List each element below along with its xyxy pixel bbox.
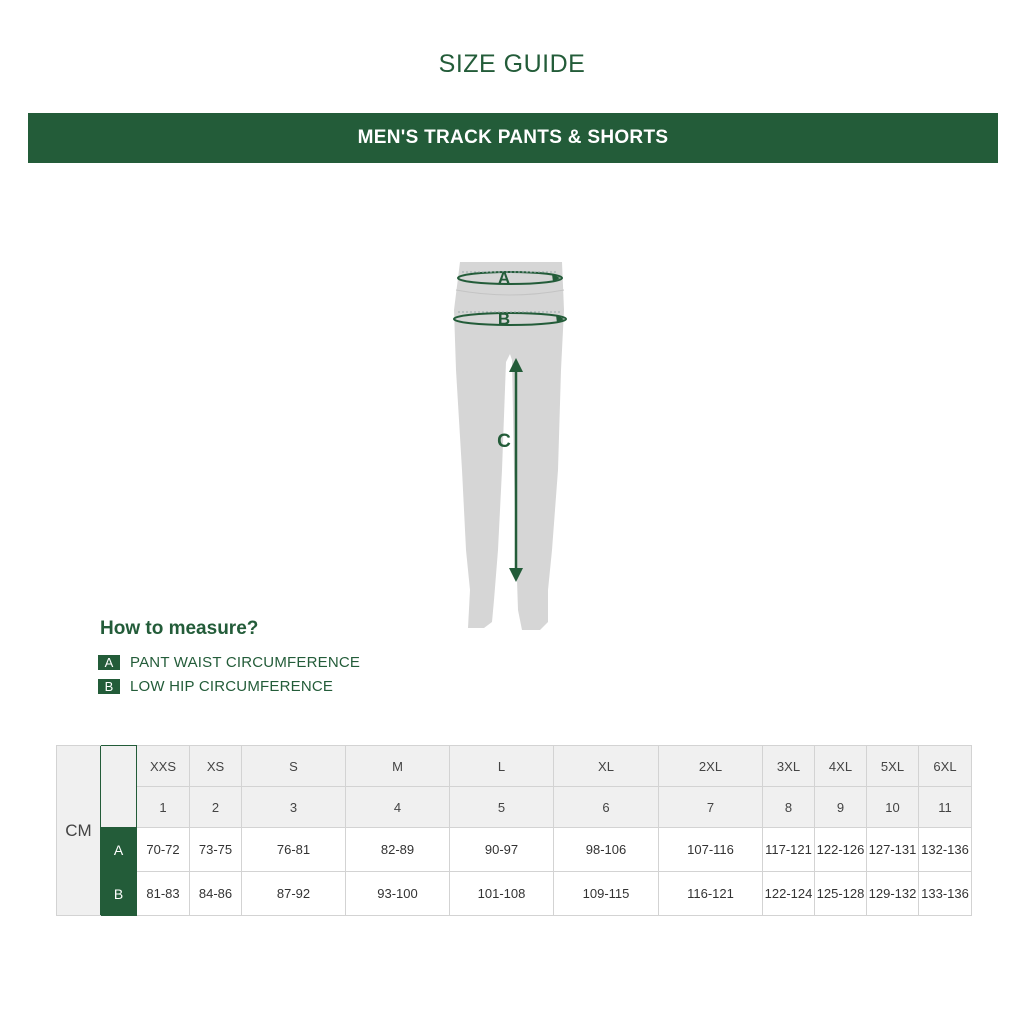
size-number: 1 (137, 787, 190, 828)
size-label: 6XL (919, 746, 972, 787)
size-number: 3 (242, 787, 346, 828)
size-label: XS (190, 746, 242, 787)
table-cell: 132-136 (919, 828, 972, 872)
table-cell: 122-124 (763, 872, 815, 916)
category-banner: MEN'S TRACK PANTS & SHORTS (28, 113, 998, 163)
table-row-a (57, 828, 972, 872)
table-cell: 101-108 (450, 872, 554, 916)
size-number: 5 (450, 787, 554, 828)
marker-b: B (497, 309, 511, 329)
pants-illustration (440, 250, 590, 640)
how-to-measure-heading: How to measure? (100, 618, 259, 639)
table-cell: 87-92 (242, 872, 346, 916)
legend-item-b (98, 678, 333, 695)
marker-a: A (497, 268, 511, 288)
table-cell: 70-72 (137, 828, 190, 872)
page-title: SIZE GUIDE (438, 50, 586, 78)
table-cell: 84-86 (190, 872, 242, 916)
table-cell: 116-121 (659, 872, 763, 916)
size-number: 6 (554, 787, 659, 828)
table-cell: 98-106 (554, 828, 659, 872)
size-label: 3XL (763, 746, 815, 787)
table-cell: 90-97 (450, 828, 554, 872)
size-label: 5XL (867, 746, 919, 787)
unit-label: CM (57, 746, 101, 916)
table-cell: 93-100 (346, 872, 450, 916)
legend-badge-a: A (98, 655, 120, 670)
size-label: 4XL (815, 746, 867, 787)
table-cell: 117-121 (763, 828, 815, 872)
size-number: 9 (815, 787, 867, 828)
size-label: 2XL (659, 746, 763, 787)
row-key-b: B (101, 872, 137, 916)
table-cell: 122-126 (815, 828, 867, 872)
size-number: 8 (763, 787, 815, 828)
size-number: 11 (919, 787, 972, 828)
legend-label-b: LOW HIP CIRCUMFERENCE (130, 678, 334, 695)
size-label: XXS (137, 746, 190, 787)
table-cell: 133-136 (919, 872, 972, 916)
size-label: M (346, 746, 450, 787)
legend-item-a (98, 654, 360, 671)
header-corner (101, 746, 137, 828)
table-cell: 125-128 (815, 872, 867, 916)
size-number: 10 (867, 787, 919, 828)
size-label: XL (554, 746, 659, 787)
table-cell: 129-132 (867, 872, 919, 916)
table-cell: 81-83 (137, 872, 190, 916)
pants-measurement-figure (440, 250, 590, 640)
table-cell: 107-116 (659, 828, 763, 872)
table-row-b (57, 872, 972, 916)
size-chart-table (56, 745, 972, 916)
table-cell: 127-131 (867, 828, 919, 872)
size-label: S (242, 746, 346, 787)
row-key-a: A (101, 828, 137, 872)
size-number: 2 (190, 787, 242, 828)
table-cell: 73-75 (190, 828, 242, 872)
size-number-row (57, 787, 972, 828)
size-number: 4 (346, 787, 450, 828)
legend-label-a: PANT WAIST CIRCUMFERENCE (130, 654, 361, 671)
table-cell: 76-81 (242, 828, 346, 872)
table-cell: 82-89 (346, 828, 450, 872)
legend-badge-b: B (98, 679, 120, 694)
size-label-row (57, 746, 972, 787)
marker-c: C (497, 431, 511, 453)
table-cell: 109-115 (554, 872, 659, 916)
size-label: L (450, 746, 554, 787)
size-number: 7 (659, 787, 763, 828)
